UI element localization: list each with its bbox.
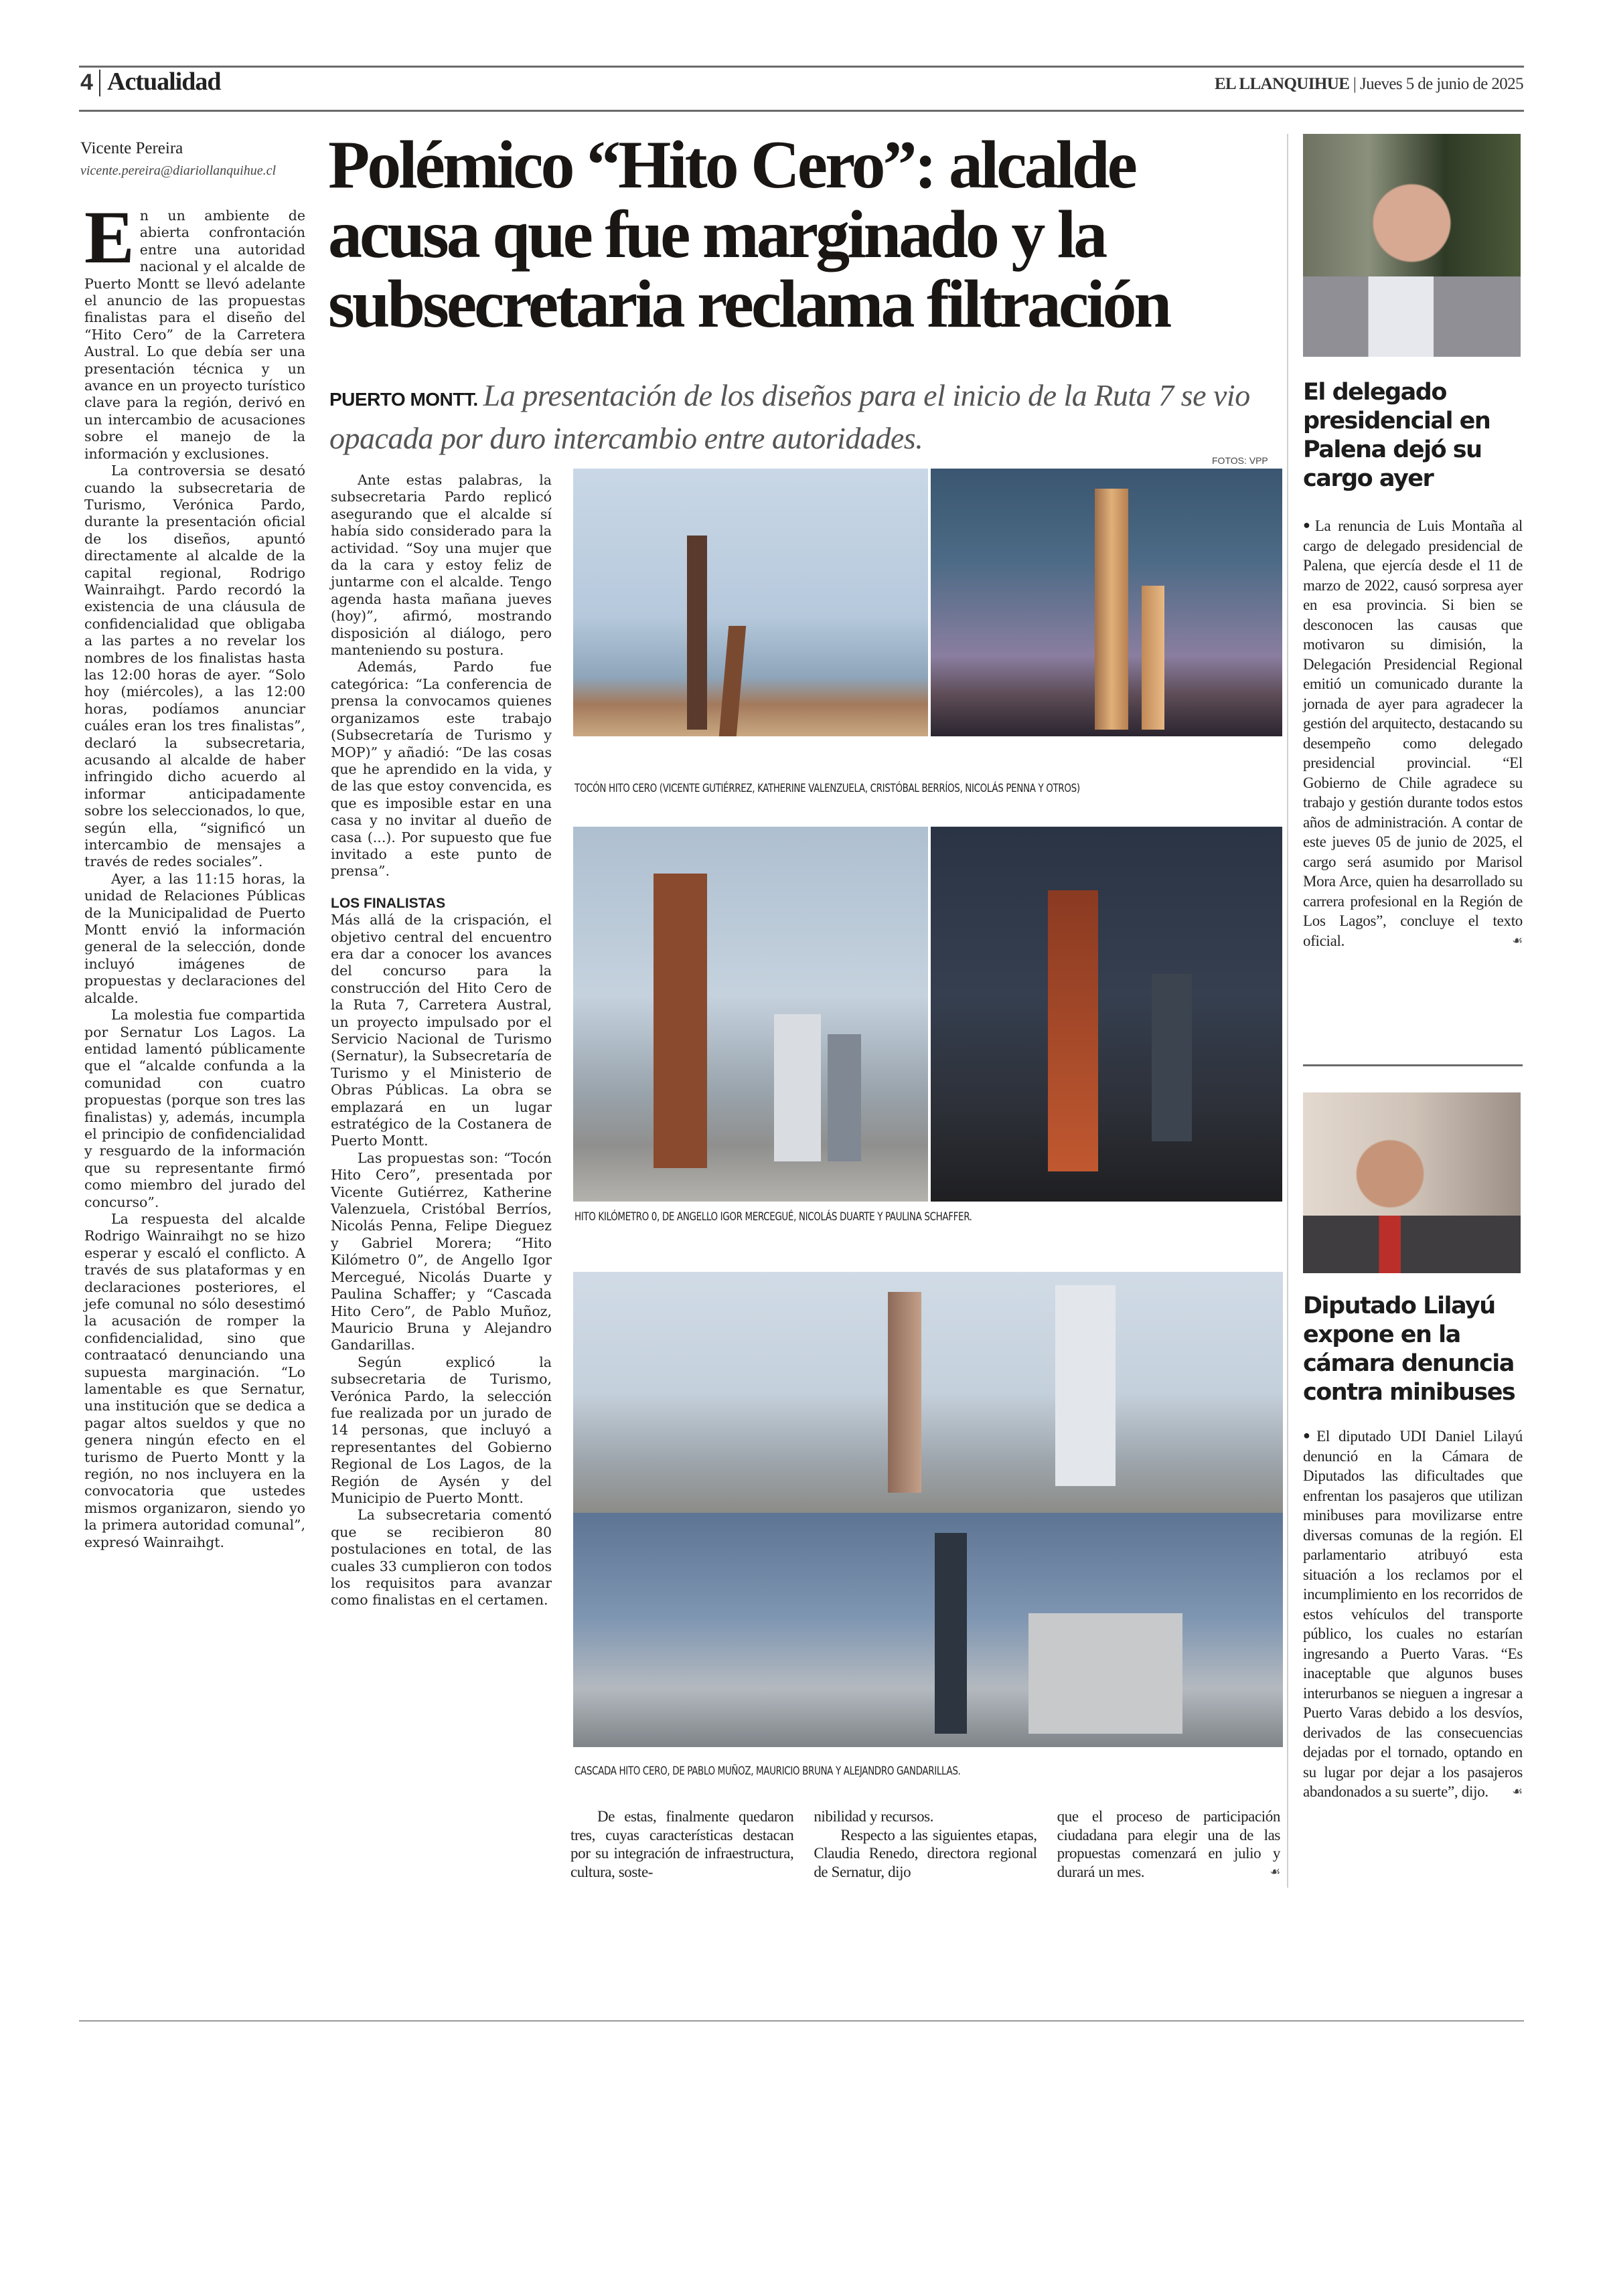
deck-text: La presentación de los diseños para el inicio de la Ruta 7 se vio opacada por duro intercambio entre autoridades.: [329, 378, 1250, 455]
photo-tocon-day: [573, 469, 928, 736]
brief-2-body: ●El diputado UDI Daniel Lilayú denunció en la Cámara de Diputados las dificultades que enfrentan los pasajeros que utilizan minibuses para movilizarse entre diversas comunas de la región. El parlamentario atribuyó esta situación a los reclamos por el incumplimiento en los recorridos de estos vehículos del transporte público, los cuales no estarían ingresando a Puerto Varas. “Es inaceptable que algunos buses interurbanos se nieguen a ingresar a Puerto Varas debido a los desvíos, derivados de las consecuencias dejadas por el tornado, optando en su lugar por dejar a los pasajeros abandonados a su suerte”, dijo. ☙: [1303, 1426, 1523, 1802]
section-separator: [99, 70, 100, 96]
paragraph: Según explicó la subsecretaria de Turismo, Verónica Pardo, la selección fue realizada por un jurado de 14 personas, que incluyó a representantes del Gobierno Regional de Los Lagos, de la Región de Aysén y del Municipio de Puerto Montt.: [331, 1354, 552, 1506]
bullet-icon: ●: [1303, 1428, 1316, 1442]
issue-date: Jueves 5 de junio de 2025: [1360, 75, 1523, 93]
masthead-separator: |: [1349, 75, 1360, 93]
article-deck: [329, 376, 1280, 458]
masthead: [1215, 75, 1523, 94]
article-headline: Polémico “Hito Cero”: alcalde acusa que fue marginado y la subsecretaria reclama filtración: [328, 127, 1170, 342]
brief-1-headline: El delegado presidencial en Palena dejó su cargo ayer: [1303, 379, 1490, 492]
photo-cascada-day: [573, 1272, 1283, 1513]
section-name: Actualidad: [107, 68, 221, 96]
paragraph: La respuesta del alcalde Rodrigo Wainraihgt no se hizo esperar y escaló el conflicto. A través de sus plataformas y en declaraciones posteriores, el jefe comunal no sólo desestimó la acusación de romper la confidencialidad, sino que contraatacó denunciando una supuesta marginación. “Lo lamentable es que Sernatur, una institución que se dedica a pagar altos sueldos y que no genera ningún efecto en el turismo de Puerto Montt y la región, no nos incluyera en la convocatoria que ustedes mismos organizaron, siendo yo la primera autoridad comunal”, expresó Wainraihgt.: [84, 1210, 305, 1550]
newspaper-name: EL LLANQUIHUE: [1214, 75, 1350, 93]
monument-shape: [719, 626, 746, 736]
photo-hito-km0-night: [931, 827, 1282, 1202]
monument-shape: [935, 1533, 967, 1734]
subhead-finalistas: LOS FINALISTAS: [331, 895, 446, 911]
monument-shape: [1048, 890, 1098, 1171]
byline-email[interactable]: vicente.pereira@diariollanquihue.cl: [80, 163, 277, 178]
photo-hito-km0-day: [573, 827, 928, 1202]
footer-rule: [79, 2020, 1524, 2022]
article-bottom-columns: [570, 1807, 1280, 1881]
end-of-article-icon: ☙: [1270, 1864, 1280, 1879]
monument-shape: [1095, 489, 1128, 730]
monument-shape: [687, 536, 707, 730]
sidebar-rule: [1303, 1064, 1523, 1066]
sidebar-divider: [1287, 134, 1288, 1888]
bottom-column-2: nibilidad y recursos. Respecto a las siguientes etapas, Claudia Renedo, directora regional de Sernatur, dijo: [814, 1808, 1037, 1880]
photo-delegado: [1303, 134, 1521, 357]
paragraph: Más allá de la crispación, el objetivo central del encuentro era dar a conocer los avances del concurso para la construcción del Hito Cero de la Ruta 7, Carretera Austral, un proyecto impulsado por el Servicio Nacional de Turismo (Sernatur), la Subsecretaría de Turismo y el Ministerio de Obras Públicas. La obra se emplazará en un lugar estratégico de la Costanera de Puerto Montt.: [331, 912, 552, 1149]
brief-1-body: ●La renuncia de Luis Montaña al cargo de delegado presidencial de Palena, que ejercía desde el 11 de marzo de 2022, causó sorpresa ayer en esa provincia. Si bien se desconocen las causas que motivaron su dimisión, la Delegación Presidencial Regional emitió un comunicado durante la jornada de ayer para agradecer la gestión del arquitecto, destacando su desempeño como delegado presidencial provincial. “El Gobierno de Chile agradece su trabajo y gestión durante todos estos años de administración. A contar de este jueves 05 de junio de 2025, el cargo será asumido por Marisol Mora Arce, quien ha desarrollado su carrera profesional en la Región de Los Lagos”, concluye el texto oficial. ☙: [1303, 515, 1523, 951]
photo-cascada-dusk: [573, 1513, 1283, 1747]
end-of-article-icon: ☙: [1512, 1785, 1523, 1799]
building-shape: [774, 1014, 821, 1161]
monument-shape: [888, 1292, 921, 1493]
end-of-article-icon: ☙: [1512, 933, 1523, 948]
building-shape: [1028, 1613, 1182, 1734]
dateline: PUERTO MONTT.: [329, 389, 478, 410]
header-bottom-rule: [79, 110, 1524, 112]
photo-caption-1: TOCÓN HITO CERO (VICENTE GUTIÉRREZ, KATHERINE VALENZUELA, CRISTÓBAL BERRÍOS, NICOLÁS PENNA Y OTROS): [575, 782, 1080, 795]
paragraph: En un ambiente de abierta confrontación entre una autoridad nacional y el alcalde de Puerto Montt se llevó adelante el anuncio de las propuestas finalistas para el diseño del “Hito Cero” de la Carretera Austral. Lo que debía ser una presentación técnica y un avance en un proyecto turístico clave para la región, derivó en un intercambio de acusaciones sobre el manejo de la información y exclusiones.: [84, 196, 305, 462]
brief-2-headline: Diputado Lilayú expone en la cámara denuncia contra minibuses: [1303, 1293, 1515, 1406]
monument-shape: [1142, 586, 1164, 730]
building-shape: [1055, 1285, 1116, 1486]
photo-caption-3: CASCADA HITO CERO, DE PABLO MUÑOZ, MAURICIO BRUNA Y ALEJANDRO GANDARILLAS.: [575, 1765, 961, 1778]
paragraph: Además, Pardo fue categórica: “La conferencia de prensa la convocamos quienes organizamos este trabajo (Subsecretaría de Turismo y MOP)” y añadió: “De las cosas que he aprendido en la vida, y de las que estoy convencida, es que es imposible estar en una casa y no invitar al dueño de casa (...). Por supuesto que fue invitado a este punto de prensa”.: [331, 659, 552, 880]
drop-cap: E: [84, 196, 135, 279]
photo-tocon-night: [931, 469, 1282, 736]
paragraph: La molestia fue compartida por Sernatur Los Lagos. La entidad lamentó públicamente que el “alcalde confunda a la comunidad con cuatro propuestas (porque son tres las finalistas) y, además, incumpla el principio de confidencialidad y resguardo de la información que su representante firmó como miembro del jurado del concurso”.: [84, 1007, 305, 1210]
paragraph: Ante estas palabras, la subsecretaria Pardo replicó asegurando que el alcalde sí había sido considerado para la actividad. “Soy una mujer que da la cara y estoy feliz de juntarme con el alcalde. Tengo agenda hasta mañana jueves (hoy)”, afirmó, mostrando disposición al diálogo, pero manteniendo su postura.: [331, 472, 552, 659]
monument-shape: [654, 874, 707, 1168]
article-column-2: [331, 472, 552, 1609]
building-shape: [1152, 974, 1192, 1141]
photo-caption-2: HITO KILÓMETRO 0, DE ANGELLO IGOR MERCEGUÉ, NICOLÁS DUARTE Y PAULINA SCHAFFER.: [575, 1210, 972, 1224]
photo-diputado-lilayu: [1303, 1092, 1521, 1273]
paragraph: La controversia se desató cuando la subsecretaria de Turismo, Verónica Pardo, durante la presentación oficial de los diseños, apuntó directamente al alcalde de la capital regional, Rodrigo Wainraihgt. Pardo recordó la existencia de una cláusula de confidencialidad que obligaba a las partes a no revelar los nombres de los finalistas hasta las 12:00 horas de ayer. “Solo hoy (miércoles), a las 12:00 horas, podíamos anunciar cuáles eran los tres finalistas”, declaró la subsecretaria, acusando al alcalde de haber infringido dicho acuerdo al informar anticipadamente sobre los seleccionados, lo que, según ella, “significó un intercambio de mensajes a través de redes sociales”.: [84, 463, 305, 870]
bottom-column-3: que el proceso de participación ciudadana para elegir una de las propuestas comenzará en julio y durará un mes. ☙: [1057, 1808, 1280, 1880]
bullet-icon: ●: [1303, 518, 1314, 531]
paragraph: La subsecretaria comentó que se recibieron 80 postulaciones en total, de las cuales 33 cumplieron con todos los requisitos para avanzar como finalistas en el certamen.: [331, 1507, 552, 1609]
paragraph: Ayer, a las 11:15 horas, la unidad de Relaciones Públicas de la Municipalidad de Puerto Montt envió la información general de la selección, donde incluyó imágenes de propuestas y declaraciones del alcalde.: [84, 870, 305, 1006]
building-shape: [828, 1034, 861, 1161]
page-number: 4: [80, 70, 93, 95]
bottom-column-1: De estas, finalmente quedaron tres, cuyas características destacan por su integración de infraestructura, cultura, soste-: [570, 1808, 794, 1880]
article-column-1: [84, 196, 305, 1551]
paragraph: Las propuestas son: “Tocón Hito Cero”, presentada por Vicente Gutiérrez, Katherine Valenzuela, Cristóbal Berríos, Nicolás Penna, Felipe Dieguez y Gabriel Morera; “Hito Kilómetro 0”, de Angello Igor Mercegué, Nicolás Duarte y Paulina Schaffer; y “Cascada Hito Cero”, de Pablo Muñoz, Mauricio Bruna y Alejandro Gandarillas.: [331, 1149, 552, 1354]
header-top-rule: [79, 66, 1524, 68]
photo-credit: FOTOS: VPP: [1212, 455, 1268, 466]
byline-author: Vicente Pereira: [80, 139, 183, 157]
